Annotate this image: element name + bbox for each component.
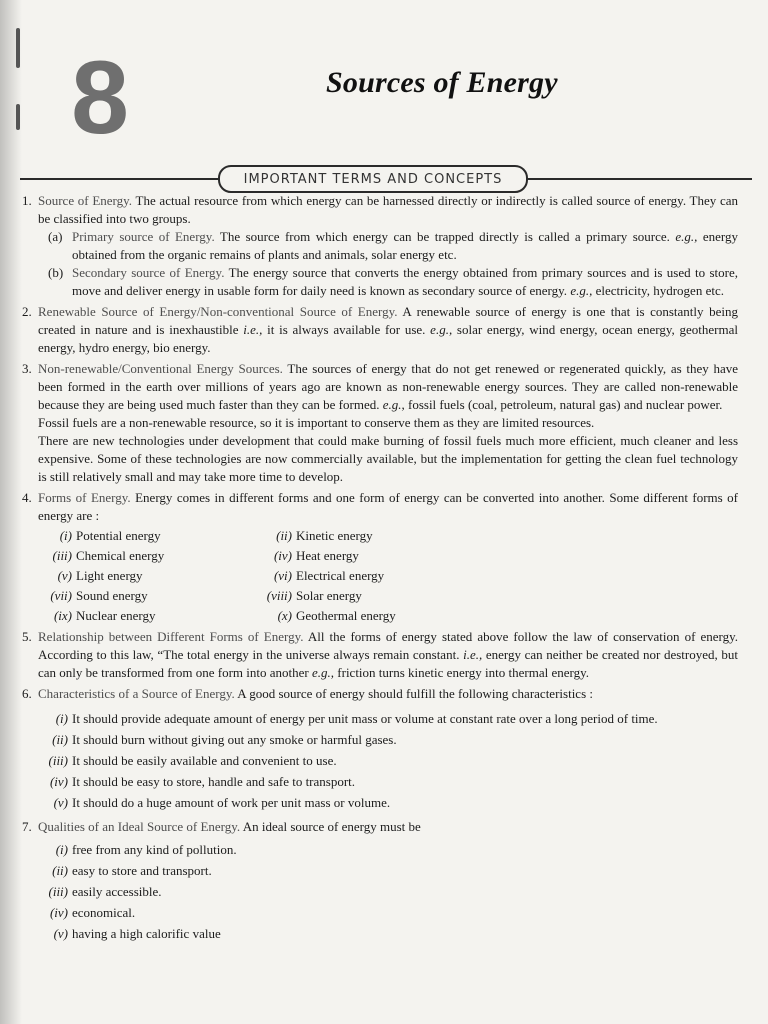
term-text: The actual resource from which energy can be harnessed directly or indirectly is called source of energy. They can be classified into two groups. [38,193,738,226]
term-characteristics [20,685,738,703]
eg-abbrev: e.g., [312,665,335,680]
subterm-text: The energy source that converts the energy obtained from primary sources and is used to store, move and deliver energy in usable form for daily need is known as secondary source of energy. [72,265,738,298]
subterm-text: electricity, hydrogen etc. [592,283,724,298]
sub-label: (a) [48,229,63,244]
form-item: (i) Potential energy [59,528,161,543]
term-heading: Relationship between Different Forms of Energy. [38,629,304,644]
form-item: (viii) Solar energy [266,588,362,603]
term-heading: Non-renewable/Conventional Energy Sources. [38,361,283,376]
term-heading: Source of Energy. [38,193,133,208]
characteristic-item: (v) It should do a huge amount of work per unit mass or volume. [53,795,391,810]
term-text: Energy comes in different forms and one form of energy can be converted into another. Some different forms of energy are : [38,490,738,523]
section-banner: IMPORTANT TERMS AND CONCEPTS [218,165,528,193]
term-text: fossil fuels (coal, petroleum, natural gas) and nuclear power. [404,397,723,412]
item-number: 6. [22,686,32,701]
subterm-primary-source [20,228,738,264]
subterm-text: The source from which energy can be trapped directly is called a primary source. [214,229,676,244]
forms-row [38,526,738,546]
characteristic-item: (iv) It should be easy to store, handle and safe to transport. [49,774,356,789]
forms-row [38,586,738,606]
eg-abbrev: e.g., [570,283,593,298]
term-text: All the forms of energy stated above follow the law of conservation of energy. According to this law, “The total energy in the universe always remain constant. [38,629,739,662]
characteristic-item: (iii) It should be easily available and convenient to use. [48,753,337,768]
subterm-text: energy obtained from the organic remains of plants and animals, solar energy etc. [72,229,738,262]
characteristic-item: (i) It should provide adequate amount of energy per unit mass or volume at constant rate over a long period of time. [55,711,658,726]
term-ideal-source-qualities [20,818,738,836]
forms-row [38,546,738,566]
subterm-secondary-source [20,264,738,300]
term-text: The sources of energy that do not get renewed or regenerated quickly, as they have been formed in the earth over millions of years ago are known as non-renewable energy sources. They are called non-renewable because they are being used much faster than they can be formed. [38,361,738,412]
item-number: 3. [22,361,32,376]
sub-label: (b) [48,265,64,280]
term-heading: Renewable Source of Energy/Non-conventional Source of Energy. [38,304,398,319]
item-number: 7. [22,819,32,834]
item-number: 4. [22,490,32,505]
chapter-title: Sources of Energy [326,66,558,99]
term-text: A renewable source of energy is one that is constantly being created in nature and is inexhaustible [38,304,738,337]
item-number: 1. [22,193,32,208]
term-renewable-source [20,303,738,357]
quality-item: (ii) easy to store and transport. [52,863,212,878]
term-forms-of-energy [20,489,738,525]
quality-item: (iv) economical. [49,905,136,920]
binding-mark [16,28,20,68]
quality-item: (i) free from any kind of pollution. [55,842,237,857]
item-number: 5. [22,629,32,644]
form-item: (v) Light energy [57,568,143,583]
banner-rule-right [522,178,752,180]
subterm-heading: Secondary source of Energy. [72,265,225,280]
quality-item: (iii) easily accessible. [48,884,162,899]
quality-item: (v) having a high calorific value [53,926,221,941]
form-item: (iii) Chemical energy [52,548,165,563]
ie-abbrev: i.e., [243,322,263,337]
banner-rule-left [20,178,220,180]
paragraph-new-technologies: There are new technologies under development that could make burning of fossil fuels much more efficient, much cleaner and less expensive. Some of these technologies are now commercially available, but the implementation for getting the clean fuel technology is still relatively small and may take more time to develop. [38,433,738,484]
subterm-heading: Primary source of Energy. [72,229,215,244]
form-item: (vi) Electrical energy [273,568,385,583]
form-item: (ii) Kinetic energy [276,528,373,543]
term-text: energy can neither be created nor destroyed, but can only be transformed from one form into another [38,647,738,680]
chapter-number: 8 [71,40,129,156]
form-item: (ix) Nuclear energy [53,608,156,623]
terms-content [20,192,738,944]
term-non-renewable-source [20,360,738,414]
term-heading: Characteristics of a Source of Energy. [38,686,235,701]
forms-row [38,566,738,586]
item-number: 2. [22,304,32,319]
term-text: A good source of energy should fulfill the following characteristics : [234,686,593,701]
forms-of-energy-list [20,526,738,626]
term-heading: Qualities of an Ideal Source of Energy. [38,819,241,834]
term-relationship-between-forms [20,628,738,682]
term-text: An ideal source of energy must be [240,819,421,834]
page-edge-shadow [0,0,22,1024]
form-item: (x) Geothermal energy [277,608,396,623]
term-text: it is always available for use. [262,322,431,337]
characteristic-item: (ii) It should burn without giving out any smoke or harmful gases. [52,732,397,747]
term-source-of-energy [20,192,738,228]
paragraph-fossil-fuels: Fossil fuels are a non-renewable resource, so it is important to conserve them as they are limited resources. [38,415,595,430]
form-item: (vii) Sound energy [50,588,148,603]
eg-abbrev: e.g., [430,322,453,337]
eg-abbrev: e.g., [675,229,698,244]
term-text: solar energy, wind energy, ocean energy, geothermal energy, hydro energy, bio energy. [38,322,738,355]
forms-row [38,606,738,626]
term-text: friction turns kinetic energy into thermal energy. [334,665,590,680]
ie-abbrev: i.e., [463,647,483,662]
term-heading: Forms of Energy. [38,490,131,505]
eg-abbrev: e.g., [382,397,405,412]
form-item: (iv) Heat energy [273,548,359,563]
binding-mark [16,104,20,130]
